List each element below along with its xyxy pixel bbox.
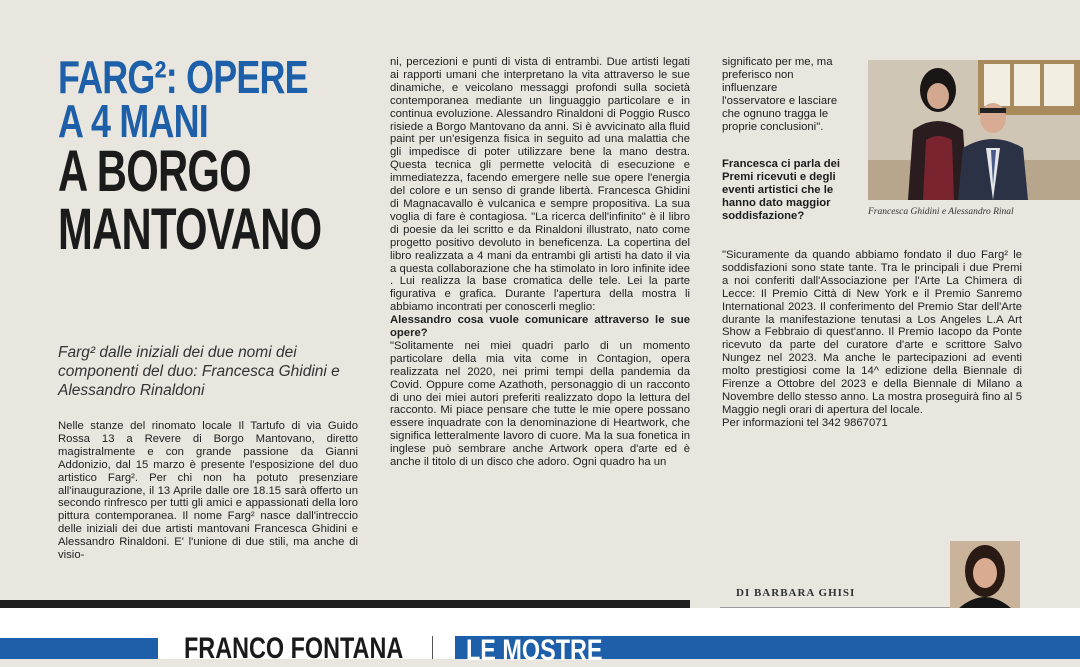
next-article-title-left: FRANCO FONTANA bbox=[184, 632, 404, 665]
column-3-top-text: significato per me, ma preferisco non influenzare l'osservatore e lasciare che ognuno tragga le proprie conclusioni". bbox=[722, 56, 838, 133]
column-2-paragraph-2: "Solitamente nei miei quadri parlo di un momento particolare della mia vita come in Contagion, opera realizzata nel 2020, nei primi tempi della pandemia da Covid. Oppure come Azathoth, personaggio di un racconto di uno dei miei autori preferiti realizzato dopo la lettura del racconto. Mi piace pensare che tutte le mie opere possano essere inquadrate con la denominazione di Heartwork, che significa letteralmente lavoro di cuore. Ma la sua fonetica in inglese può sembrare anche Artwork opera d'arte ed è anche il titolo di un disco che adoro. Ogni quadro ha un bbox=[390, 339, 690, 469]
body-column-3 bbox=[722, 249, 1022, 430]
contact-info: Per informazioni tel 342 9867071 bbox=[722, 416, 888, 429]
column-2-paragraph-1: ni, percezioni e punti di vista di entrambi. Due artisti legati ai rapporti umani che interpretano la vita attraverso le sue dinamiche, e veicolano messaggi profondi sulla società contemporanea mediante un linguaggio particolare e in continua evoluzione. Alessandro Rinaldoni di Poggio Rusco risiede a Borgo Mantovano da anni. Si è avvicinato alla fluid paint per un'esigenza fisica in seguito ad una malattia che gli impedisce di poter utilizzare bene la mano destra. Questa tecnica gli permette velocità di esecuzione e immediatezza, facendo emergere nelle sue opere l'energia del colore e un senso di grande libertà. Francesca Ghidini di Magnacavallo è vulcanica e sempre propositiva. La sua voglia di fare è contagiosa. "La ricerca dell'infinito" è il libro di poesie da lei scritto e da Rinaldoni illustrato, nato come progetto positivo devoluto in beneficenza. La copertina del libro realizzata a 4 mani da entrambi gli artisti ha dato il via a questa collaborazione che ha stimolato in loro infinite idee . Lui realizza la base cromatica delle tele. Lei la parte figurativa e grafica. Durante l'apertura della mostra li abbiamo incontrati per conoscerli meglio: bbox=[390, 56, 690, 314]
photo-caption: Francesca Ghidini e Alessandro Rinal bbox=[868, 207, 1014, 217]
headline-line-3: A BORGO bbox=[58, 139, 251, 205]
bottom-divider bbox=[432, 636, 433, 659]
body-column-2 bbox=[390, 56, 690, 469]
headline-line-4: MANTOVANO bbox=[58, 197, 322, 263]
article-subtitle: Farg² dalle iniziali dei due nomi dei componenti del duo: Francesca Ghidini e Alessandro Rinaldoni bbox=[58, 344, 340, 399]
article-headline bbox=[58, 51, 358, 263]
left-blue-bar bbox=[0, 638, 158, 659]
interview-question-1: Alessandro cosa vuole comunicare attraverso le sue opere? bbox=[390, 314, 690, 340]
column-3-paragraph: "Sicuramente da quando abbiamo fondato il duo Farg² le soddisfazioni sono state tante. Tra le principali i due Premi a noi conferiti dall'Associazione per l'Arte La Chimera di Lecce: Il Premio Città di New York e il Premio Sanremo International 2023. Il conferimento del Premio Star dell'Arte durante la manifestazione tenutasi a Los Angeles L.A Art Show a Febbraio di quest'anno. Il Premio Iacopo da Ponte ricevuto da parte del curatore d'arte e scrittore Salvo Nungez nel 2023. Ma anche le partecipazioni ad eventi molto prestigiosi come la 14^ edizione della Biennale di Firenze a Ottobre del 2023 e della Biennale di Milano a Novembre dello stesso anno. La mostra proseguirà fino al 5 Maggio negli orari di apertura del locale. bbox=[722, 249, 1022, 416]
section-title-right: LE MOSTRE bbox=[466, 634, 603, 667]
author-byline: DI BARBARA GHISI bbox=[736, 587, 856, 599]
interview-question-2: Francesca ci parla dei Premi ricevuti e degli eventi artistici che le hanno dato maggior soddisfazione? bbox=[722, 158, 841, 222]
author-photo bbox=[950, 541, 1020, 609]
headline-line-2: A 4 MANI bbox=[58, 94, 208, 147]
headline-line-1: FARG²: OPERE bbox=[58, 51, 308, 103]
body-column-1: Nelle stanze del rinomato locale Il Tartufo di via Guido Rossa 13 a Revere di Borgo Mantovano, diretto magistralmente e con grande passione da Gianni Addonizio, dal 15 marzo è presente l'esposizione del duo artistico Farg². Per chi non ha potuto presenziare all'inaugurazione, il 13 Aprile dalle ore 18.15 sarà offerto un secondo rinfresco per tutti gli amici e appassionati della loro pittura contemporanea. Il nome Farg² nasce dall'intreccio delle iniziali dei due artisti mantovani Francesca Ghidini e Alessandro Rinaldoni. E' l'unione di due stili, ma anche di visio- bbox=[58, 420, 358, 562]
artists-photo bbox=[868, 60, 1080, 200]
section-rule bbox=[0, 600, 690, 608]
